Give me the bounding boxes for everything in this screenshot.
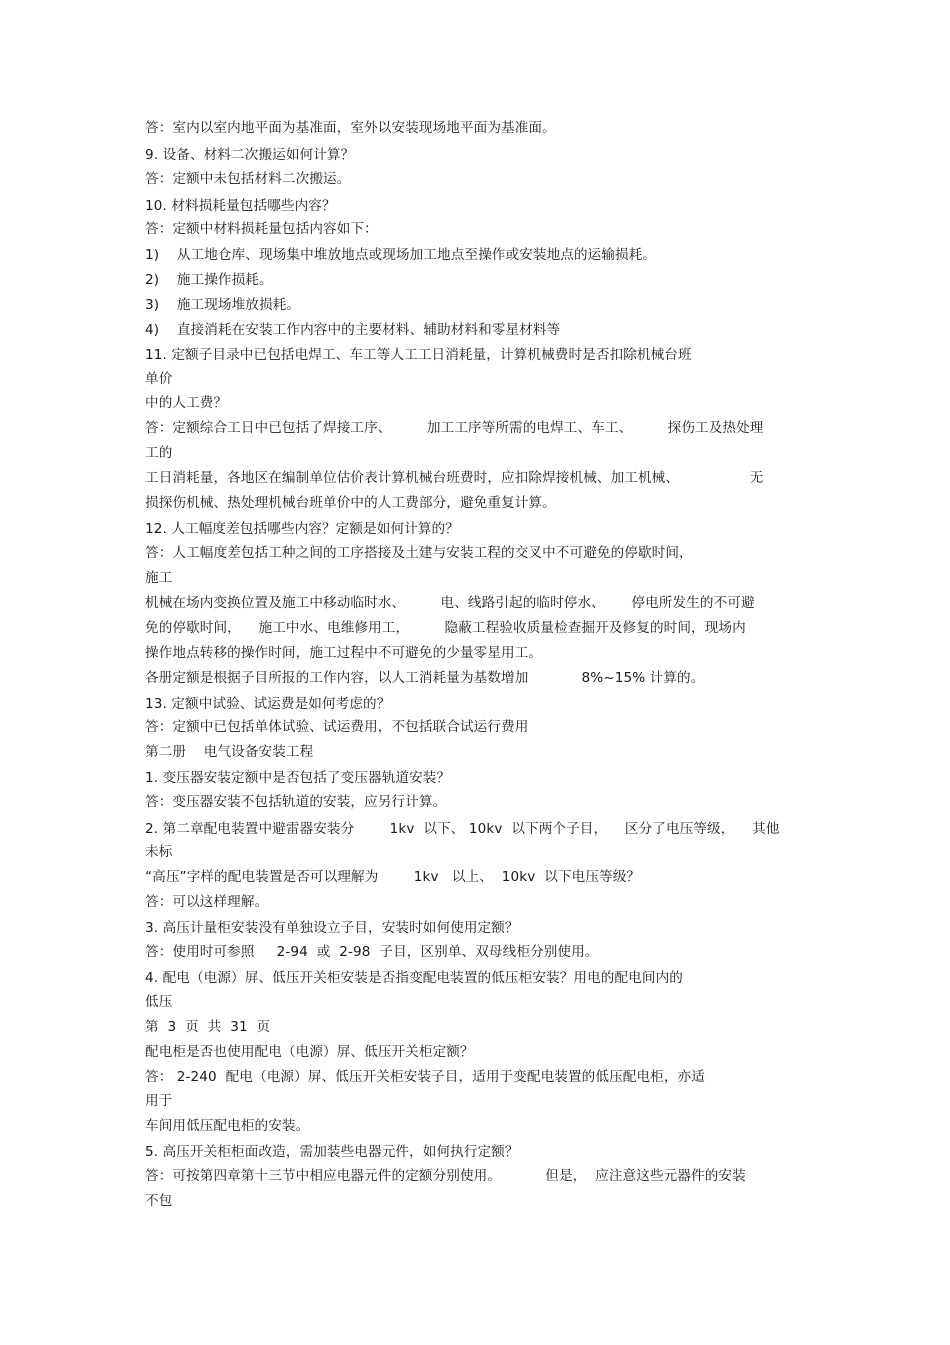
text-line: 单价 <box>145 371 173 387</box>
section-heading: 第二册 电气设备安装工程 <box>145 744 314 760</box>
text-line: 不包 <box>145 1193 173 1209</box>
list-item: 1) 从工地仓库、现场集中堆放地点或现场加工地点至操作或安装地点的运输损耗。 <box>145 247 657 263</box>
list-item: 3) 施工现场堆放损耗。 <box>145 297 301 313</box>
page-number: 第 3 页 共 31 页 <box>145 1019 271 1035</box>
answer-line: 答：可以这样理解。 <box>145 894 269 910</box>
text-line: 用于 <box>145 1093 173 1109</box>
text-line: 车间用低压配电柜的安装。 <box>145 1118 310 1134</box>
answer-line: 答：人工幅度差包括工种之间的工序搭接及土建与安装工程的交叉中不可避免的停歇时间， <box>145 545 693 561</box>
list-item: 2) 施工操作损耗。 <box>145 272 273 288</box>
text-line: 配电柜是否也使用配电（电源）屏、低压开关柜定额？ <box>145 1044 474 1060</box>
question-line: 4. 配电（电源）屏、低压开关柜安装是否指变配电装置的低压柜安装？用电的配电间内的 <box>145 970 683 986</box>
question-line: 5. 高压开关柜柜面改造，需加装些电器元件，如何执行定额？ <box>145 1144 519 1160</box>
answer-line: 答：定额综合工日中已包括了焊接工序、 加工工序等所需的电焊工、车工、 探伤工及热处理 <box>145 420 764 436</box>
text-line: 操作地点转移的操作时间，施工过程中不可避免的少量零星用工。 <box>145 645 543 661</box>
answer-line: 答：使用时可参照 2-94 或 2-98 子目，区别单、双母线柜分别使用。 <box>145 944 599 960</box>
text-line: 中的人工费？ <box>145 395 228 411</box>
text-line: 机械在场内变换位置及施工中移动临时水、 电、线路引起的临时停水、 停电所发生的不可避 <box>145 595 755 611</box>
question-line: 3. 高压计量柜安装没有单独设立子目，安装时如何使用定额？ <box>145 920 519 936</box>
question-line: 11. 定额子目录中已包括电焊工、车工等人工工日消耗量，计算机械费时是否扣除机械台班 <box>145 347 692 363</box>
question-line: 13. 定额中试验、试运费是如何考虑的？ <box>145 696 391 712</box>
question-line: 1. 变压器安装定额中是否包括了变压器轨道安装？ <box>145 770 451 786</box>
text-line: 低压 <box>145 994 173 1010</box>
list-item: 4) 直接消耗在安装工作内容中的主要材料、辅助材料和零星材料等 <box>145 322 561 338</box>
text-line: 答：室内以室内地平面为基准面，室外以安装现场地平面为基准面。 <box>145 120 556 136</box>
text-line: 工的 <box>145 445 173 461</box>
answer-line: 答：可按第四章第十三节中相应电器元件的定额分别使用。 但是， 应注意这些元器件的安装 <box>145 1168 746 1184</box>
question-line: 9. 设备、材料二次搬运如何计算？ <box>145 147 355 163</box>
text-line: 未标 <box>145 844 173 860</box>
answer-line: 答：变压器安装不包括轨道的安装，应另行计算。 <box>145 794 447 810</box>
question-line: 2. 第二章配电装置中避雷器安装分 1kv 以下、 10kv 以下两个子目， 区分了电压等级， 其他 <box>145 821 780 837</box>
text-line: 各册定额是根据子目所报的工作内容，以人工消耗量为基数增加 8%~15% 计算的。 <box>145 670 705 686</box>
answer-line: 答：定额中已包括单体试验、试运费用，不包括联合试运行费用 <box>145 719 529 735</box>
question-line: 12. 人工幅度差包括哪些内容？定额是如何计算的？ <box>145 521 459 537</box>
text-line: 工日消耗量，各地区在编制单位估价表计算机械台班费时，应扣除焊接机械、加工机械、 无 <box>145 470 764 486</box>
text-line: 施工 <box>145 570 173 586</box>
text-line: “高压”字样的配电装置是否可以理解为 1kv 以上、 10kv 以下电压等级？ <box>145 869 641 885</box>
text-line: 损探伤机械、热处理机械台班单价中的人工费部分，避免重复计算。 <box>145 495 556 511</box>
question-line: 10. 材料损耗量包括哪些内容？ <box>145 198 336 214</box>
answer-line: 答：定额中材料损耗量包括内容如下： <box>145 221 378 237</box>
answer-line: 答：定额中未包括材料二次搬运。 <box>145 171 351 187</box>
answer-line: 答： 2-240 配电（电源）屏、低压开关柜安装子目，适用于变配电装置的低压配电柜，亦适 <box>145 1069 705 1085</box>
text-line: 免的停歇时间， 施工中水、电维修用工， 隐蔽工程验收质量检查掘开及修复的时间，现场内 <box>145 620 746 636</box>
